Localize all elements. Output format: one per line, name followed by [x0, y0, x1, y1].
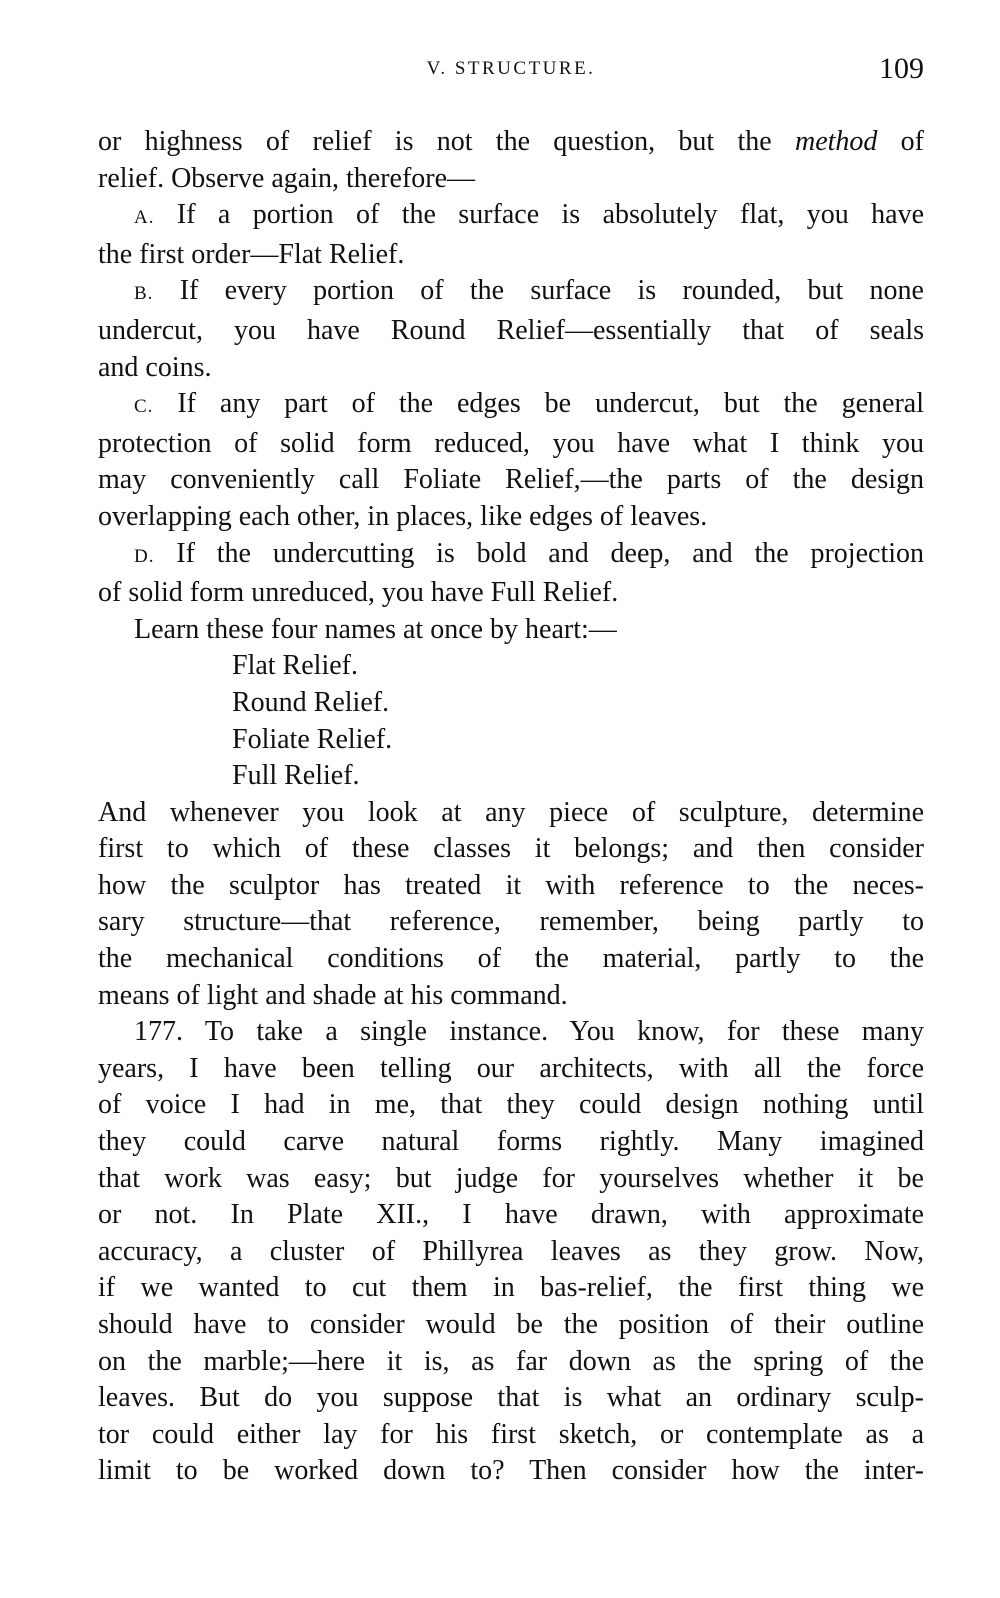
- text-line: first to which of these classes it belongs; and then consider: [98, 833, 924, 865]
- book-page: [98, 52, 924, 1490]
- text-line: overlapping each other, in places, like edges of leaves.: [98, 500, 708, 532]
- text-line: of solid form unreduced, you have Full Relief.: [98, 577, 619, 609]
- text-line: they could carve natural forms rightly. Many imagined: [98, 1126, 924, 1158]
- text-line: sary structure—that reference, remember, being partly to: [98, 906, 924, 938]
- item-marker-d: D.: [134, 545, 155, 567]
- item-a-line: A. If a portion of the surface is absolutely flat, you have: [134, 199, 924, 231]
- text-line: relief. Observe again, therefore—: [98, 162, 476, 194]
- item-c-line: C. If any part of the edges be undercut, but the general: [134, 388, 924, 420]
- text-line: undercut, you have Round Relief—essentially that of seals: [98, 314, 924, 346]
- body-text: [98, 124, 924, 1490]
- text-line: or highness of relief is not the question, but the method of: [98, 126, 925, 157]
- text-line: of voice I had in me, that they could design nothing until: [98, 1089, 924, 1121]
- relief-name: Foliate Relief.: [232, 723, 393, 755]
- relief-name: Full Relief.: [232, 760, 360, 792]
- text-line: means of light and shade at his command.: [98, 979, 568, 1011]
- text-line: if we wanted to cut them in bas-relief, the first thing we: [98, 1272, 924, 1304]
- text-line: limit to be worked down to? Then consider how the inter-: [98, 1455, 924, 1487]
- text-line: should have to consider would be the position of their outline: [98, 1309, 924, 1340]
- text-line: And whenever you look at any piece of sculpture, determine: [98, 796, 924, 828]
- page-number: 109: [879, 52, 924, 85]
- text-line: that work was easy; but judge for yourselves whether it be: [98, 1162, 924, 1194]
- text-line: tor could either lay for his first sketch, or contemplate as a: [98, 1418, 924, 1450]
- text-line: Learn these four names at once by heart:—: [134, 613, 617, 645]
- item-d-line: D. If the undercutting is bold and deep, and the projection: [134, 537, 924, 569]
- text-line: years, I have been telling our architects, with all the force: [98, 1052, 924, 1084]
- relief-name: Round Relief.: [232, 686, 390, 718]
- text-line: and coins.: [98, 351, 212, 383]
- text-line: protection of solid form reduced, you have what I think you: [98, 427, 924, 459]
- text-line: leaves. But do you suppose that is what an ordinary sculp-: [98, 1382, 924, 1414]
- emphasis-method: method: [794, 126, 878, 157]
- section-177-start: 177. To take a single instance. You know, for these many: [134, 1016, 924, 1048]
- running-head: [98, 52, 924, 88]
- item-marker-b: B.: [134, 283, 154, 305]
- text-line: how the sculptor has treated it with reference to the neces-: [98, 869, 924, 901]
- text-line: accuracy, a cluster of Phillyrea leaves as they grow. Now,: [98, 1235, 924, 1267]
- relief-name: Flat Relief.: [232, 650, 358, 682]
- item-marker-c: C.: [134, 396, 154, 418]
- text-line: may conveniently call Foliate Relief,—the parts of the design: [98, 464, 924, 496]
- text-line: or not. In Plate XII., I have drawn, with approximate: [98, 1199, 924, 1231]
- item-b-line: B. If every portion of the surface is rounded, but none: [134, 275, 924, 307]
- text-line: the first order—Flat Relief.: [98, 238, 405, 270]
- running-title: V. STRUCTURE.: [426, 58, 596, 79]
- text-line: on the marble;—here it is, as far down as the spring of the: [98, 1345, 924, 1377]
- text-line: the mechanical conditions of the material, partly to the: [98, 943, 924, 975]
- item-marker-a: A.: [134, 207, 155, 229]
